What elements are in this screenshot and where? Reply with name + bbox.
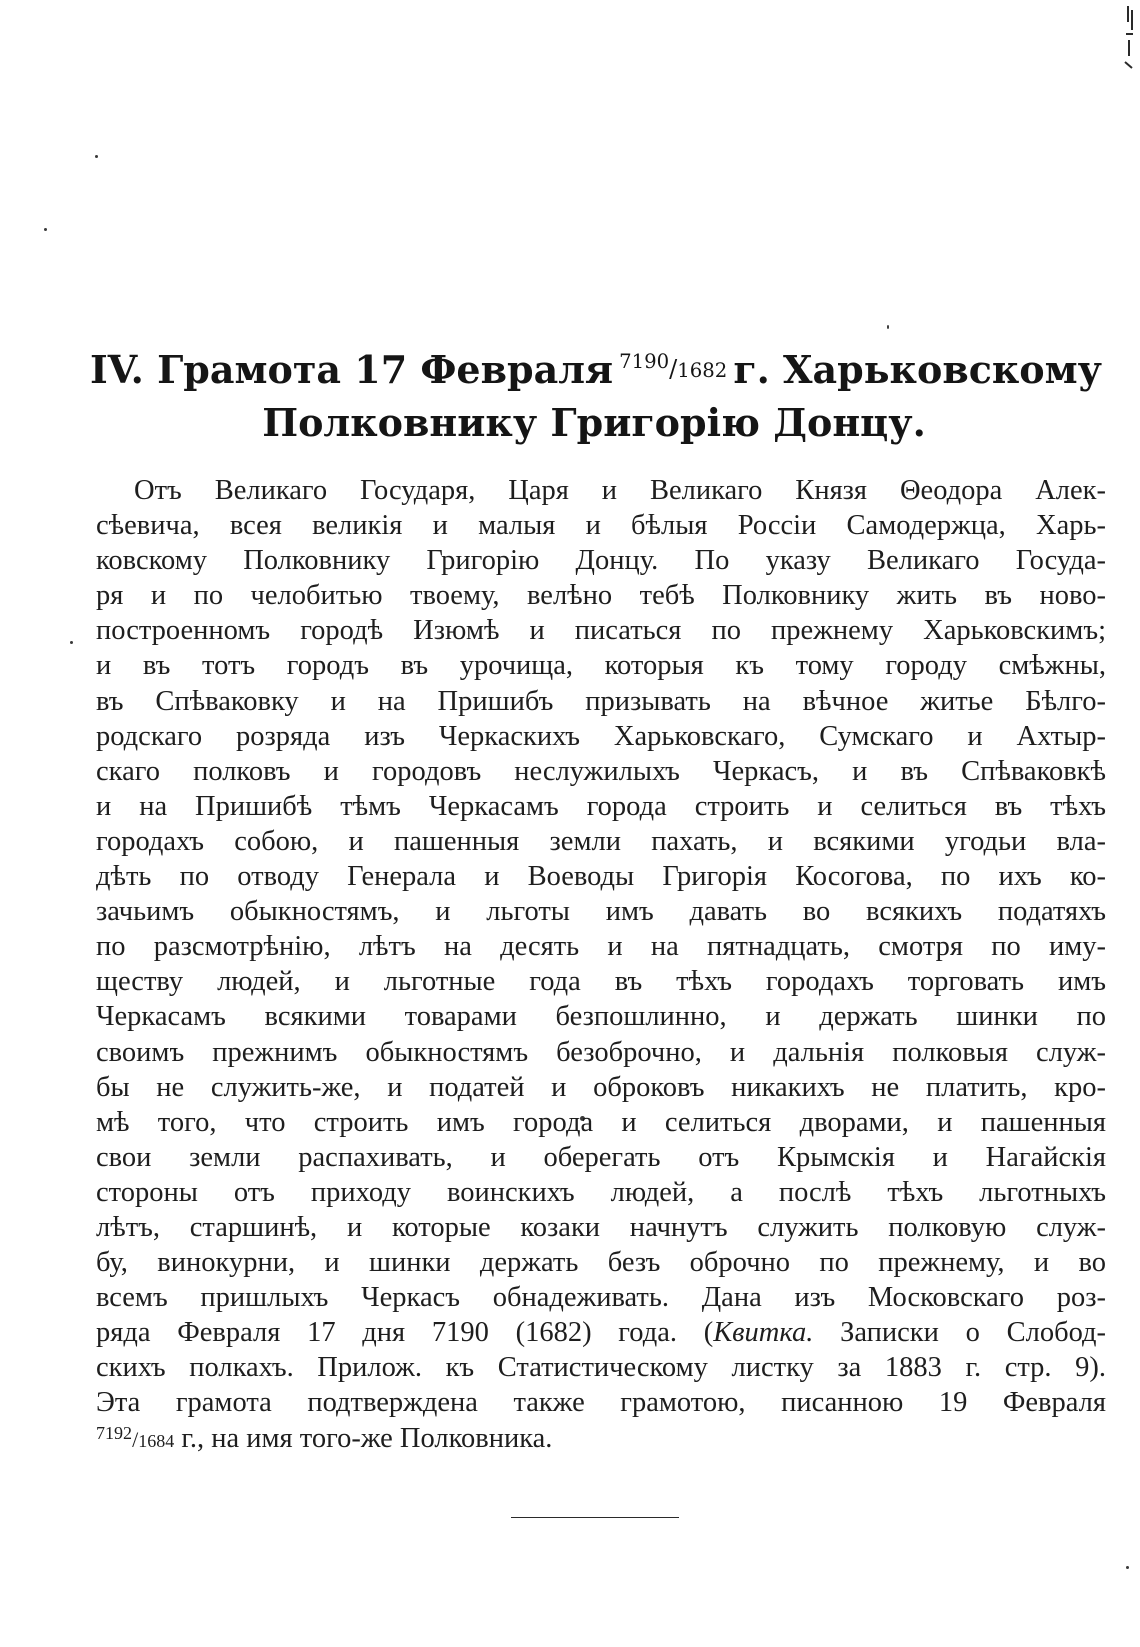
body-line: городахъ собою, и пашенныя земли пахать, и всякими угодьи вла-: [96, 825, 1106, 857]
confirmation-year-fraction: $^{7192}$/1684: [96, 1422, 175, 1452]
document-title: [90, 346, 1102, 447]
body-line: ря и по челобитью твоему, велѣно тебѣ Полковнику жить въ ново-: [96, 580, 1106, 612]
title-year-new-style: 1682: [677, 359, 728, 382]
body-line-final: [96, 1421, 1106, 1456]
body-line: лѣтъ, старшинѣ, и которые козаки начнутъ служить полковую служ-: [96, 1211, 1106, 1243]
body-line: дѣть по отводу Генерала и Воеводы Григорія Косогова, по ихъ ко-: [96, 861, 1106, 893]
document-body: [96, 473, 1106, 1456]
body-line: и въ тотъ городъ въ урочища, которыя къ тому городу смѣжны,: [96, 650, 1106, 682]
body-line: скихъ полкахъ. Прилож. къ Статистическому листку за 1883 г. стр. 9).: [96, 1352, 1106, 1384]
confirmation-year-old-style: 7192: [96, 1422, 133, 1443]
body-line: своимъ прежнимъ обыкностямъ безоброчно, и дальнія полковыя служ-: [96, 1036, 1106, 1068]
body-line: сѣевича, всея великія и малыя и бѣлыя Россіи Самодержца, Харь-: [96, 510, 1106, 542]
body-line: свои земли распахивать, и оберегать отъ Крымскія и Нагайскія: [96, 1141, 1106, 1173]
body-line: всемъ пришлыхъ Черкасъ обнадеживать. Дана изъ Московскаго роз-: [96, 1282, 1106, 1314]
body-line: Отъ Великаго Государя, Царя и Великаго Князя Θеодора Алек-: [134, 475, 1106, 506]
citation-author: Квитка.: [713, 1317, 814, 1349]
body-line: стороны отъ приходу воинскихъ людей, а послѣ тѣхъ льготныхъ: [96, 1176, 1106, 1208]
body-line: въ Спѣваковку и на Пришибъ призывать на вѣчное житье Бѣлго-: [96, 685, 1106, 717]
title-heading-end: г. Харьковскому: [733, 347, 1102, 392]
section-divider: [511, 1517, 679, 1518]
body-line: и на Пришибѣ тѣмъ Черкасамъ города строить и селиться въ тѣхъ: [96, 790, 1106, 822]
body-line: родскаго розряда изъ Черкаскихъ Харьковскаго, Сумскаго и Ахтыр-: [96, 720, 1106, 752]
body-line: ковскому Полковнику Григорію Донцу. По указу Великаго Госуда-: [96, 545, 1106, 577]
body-line: построенномъ городѣ Изюмѣ и писаться по прежнему Харьковскимъ;: [96, 615, 1106, 647]
scan-speck: [95, 155, 98, 158]
scan-speck: [70, 641, 73, 644]
title-line-1: [90, 346, 1102, 399]
body-line-with-citation: ряда Февраля 17 дня 7190 (1682) года. (Квитка. Записки о Слобод-: [96, 1317, 1106, 1349]
title-year-old-style: 7190: [619, 350, 670, 374]
title-line-2: Полковнику Григорію Донцу.: [262, 400, 926, 445]
title-year-fraction: $^{7190}$/1682: [619, 350, 728, 383]
body-line-text: г., на имя того-же Полковника.: [181, 1422, 553, 1454]
body-line: мѣ того, что строить имъ города и селиться дворами, и пашенныя: [96, 1106, 1106, 1138]
title-heading-start: IV. Грамота 17 Февраля: [90, 347, 614, 392]
citation-title: Записки о Слобод-: [840, 1317, 1106, 1349]
body-line: зачьимъ обыкностямъ, и льготы имъ давать во всякихъ податяхъ: [96, 896, 1106, 928]
scan-speck: [44, 228, 47, 231]
body-line: Эта грамота подтверждена также грамотою, писанною 19 Февраля: [96, 1387, 1106, 1419]
body-line: Черкасамъ всякими товарами безпошлинно, и держать шинки по: [96, 1001, 1106, 1033]
scan-speck: [887, 325, 889, 329]
body-line: бы не служить-же, и податей и оброковъ никакихъ не платить, кро-: [96, 1071, 1106, 1103]
body-line: скаго полковъ и городовъ неслужилыхъ Черкасъ, и въ Спѣваковкѣ: [96, 755, 1106, 787]
body-line: ществу людей, и льготные года въ тѣхъ городахъ торговать имъ: [96, 966, 1106, 998]
confirmation-year-new-style: 1684: [138, 1430, 175, 1451]
margin-scan-artifact: [1114, 4, 1136, 74]
body-line: по разсмотрѣнію, лѣтъ на десять и на пятнадцать, смотря по иму-: [96, 931, 1106, 963]
body-line: бу, винокурни, и шинки держать безъ оброчно по прежнему, и во: [96, 1247, 1106, 1279]
scan-speck: [1126, 1566, 1129, 1569]
body-line-text: ряда Февраля 17 дня 7190 (1682) года.: [96, 1317, 677, 1349]
